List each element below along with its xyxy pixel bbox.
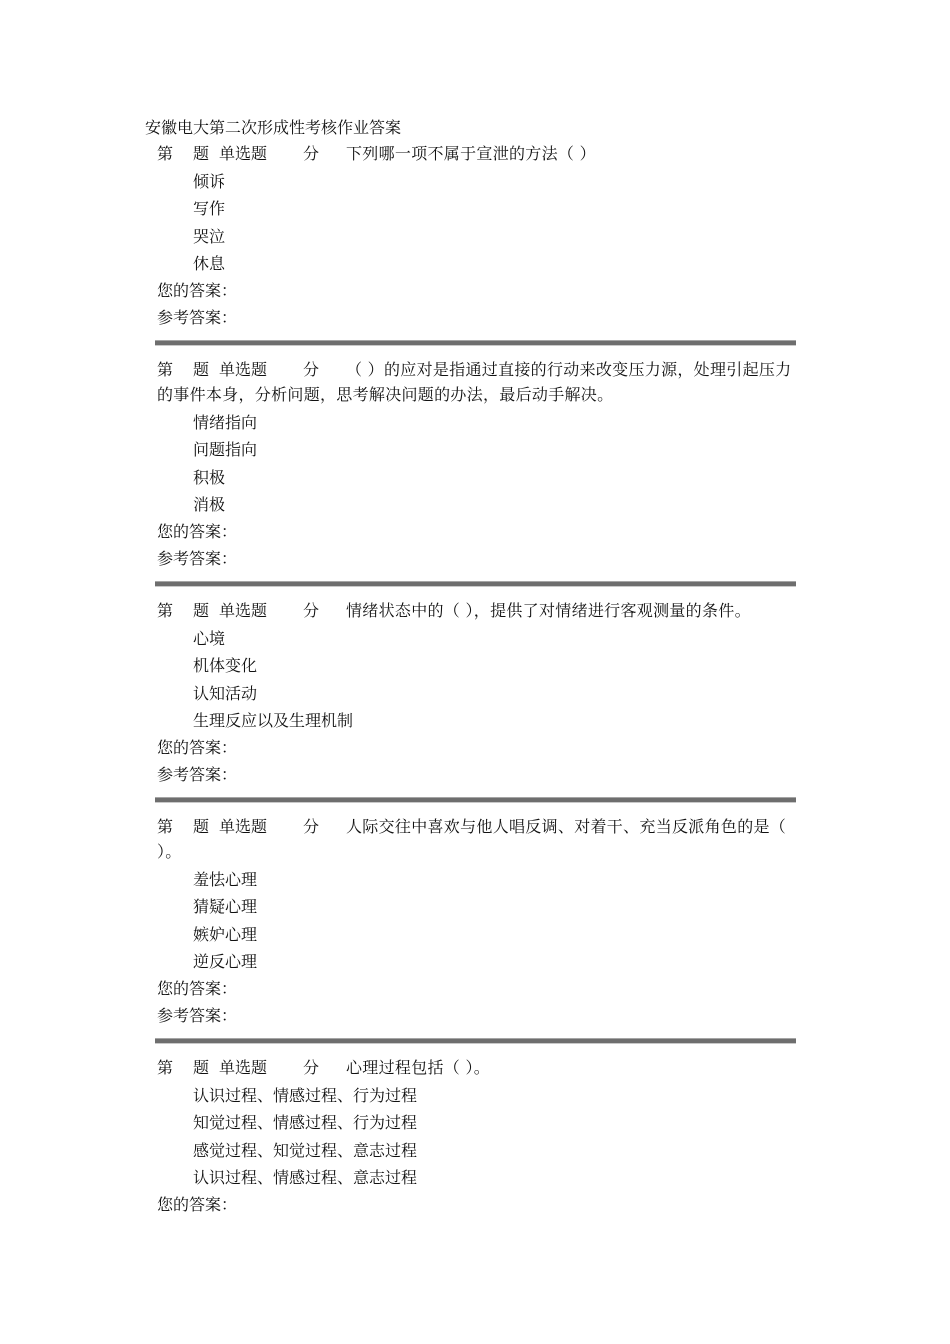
question-type: 单选题 — [219, 601, 268, 620]
question-header — [157, 357, 799, 407]
question-type: 单选题 — [219, 1058, 268, 1077]
your-answer-label: 您的答案： — [157, 738, 238, 758]
your-answer-label: 您的答案： — [157, 979, 238, 999]
question-header — [157, 1055, 799, 1080]
option-item[interactable]: 猜疑心理 — [193, 897, 258, 917]
question-3 — [157, 598, 799, 789]
option-item[interactable]: 逆反心理 — [193, 951, 258, 971]
option-item[interactable]: 生理反应以及生理机制 — [193, 710, 354, 730]
question-ti-label: 题 — [193, 817, 210, 836]
question-score-label: 分 — [303, 817, 320, 836]
question-number-label: 第 — [157, 1058, 174, 1077]
question-stem: 情绪状态中的（ ），提供了对情绪进行客观测量的条件。 — [346, 601, 751, 620]
option-item[interactable]: 知觉过程、情感过程、行为过程 — [193, 1113, 418, 1133]
option-list — [157, 168, 799, 277]
reference-answer-label: 参考答案： — [157, 765, 238, 785]
question-stem: 人际交往中喜欢与他人唱反调、对着干、充当反派角色的是（ ）。 — [157, 817, 787, 861]
question-header — [157, 598, 799, 623]
option-list — [157, 409, 799, 518]
option-item[interactable]: 休息 — [193, 253, 226, 273]
question-1 — [157, 141, 799, 332]
option-item[interactable]: 认识过程、情感过程、行为过程 — [193, 1086, 418, 1105]
option-item[interactable]: 问题指向 — [193, 440, 258, 460]
option-item[interactable]: 机体变化 — [193, 656, 258, 676]
option-item[interactable]: 写作 — [193, 199, 226, 219]
question-number-label: 第 — [157, 144, 174, 163]
question-number-label: 第 — [157, 601, 174, 620]
option-item[interactable]: 倾诉 — [193, 172, 226, 191]
question-type: 单选题 — [219, 360, 268, 379]
reference-answer-label: 参考答案： — [157, 308, 238, 328]
option-item[interactable]: 哭泣 — [193, 226, 226, 246]
question-type: 单选题 — [219, 144, 268, 163]
section-divider — [155, 581, 796, 587]
question-score-label: 分 — [303, 601, 320, 620]
reference-answer-label: 参考答案： — [157, 549, 238, 569]
option-list — [157, 1082, 799, 1191]
document-title: 安徽电大第二次形成性考核作业答案 — [145, 118, 402, 137]
option-list — [157, 866, 799, 975]
your-answer-label: 您的答案： — [157, 522, 238, 542]
question-score-label: 分 — [303, 360, 320, 379]
section-divider — [155, 340, 796, 346]
question-2 — [157, 357, 799, 573]
question-ti-label: 题 — [193, 144, 210, 163]
option-list — [157, 625, 799, 734]
option-item[interactable]: 嫉妒心理 — [193, 924, 258, 944]
option-item[interactable]: 羞怯心理 — [193, 870, 258, 889]
option-item[interactable]: 心境 — [193, 629, 226, 648]
question-5 — [157, 1055, 799, 1218]
question-type: 单选题 — [219, 817, 268, 836]
question-header — [157, 141, 799, 166]
question-header — [157, 814, 799, 864]
question-stem: 下列哪一项不属于宣泄的方法（ ） — [346, 144, 596, 163]
option-item[interactable]: 认识过程、情感过程、意志过程 — [193, 1167, 418, 1187]
question-number-label: 第 — [157, 817, 174, 836]
option-item[interactable]: 认知活动 — [193, 683, 258, 703]
your-answer-label: 您的答案： — [157, 281, 238, 301]
question-ti-label: 题 — [193, 360, 210, 379]
section-divider — [155, 1038, 796, 1044]
reference-answer-label: 参考答案： — [157, 1006, 238, 1026]
option-item[interactable]: 积极 — [193, 467, 226, 487]
question-stem: （ ）的应对是指通过直接的行动来改变压力源，处理引起压力的事件本身，分析问题，思考解决问题的办法，最后动手解决。 — [157, 360, 792, 404]
question-number-label: 第 — [157, 360, 174, 379]
section-divider — [155, 797, 796, 803]
question-stem: 心理过程包括（ ）。 — [346, 1058, 491, 1077]
option-item[interactable]: 感觉过程、知觉过程、意志过程 — [193, 1140, 418, 1160]
question-4 — [157, 814, 799, 1030]
your-answer-label: 您的答案： — [157, 1195, 238, 1215]
option-item[interactable]: 消极 — [193, 494, 226, 514]
question-score-label: 分 — [303, 1058, 320, 1077]
question-ti-label: 题 — [193, 601, 210, 620]
question-score-label: 分 — [303, 144, 320, 163]
option-item[interactable]: 情绪指向 — [193, 413, 258, 432]
question-ti-label: 题 — [193, 1058, 210, 1077]
